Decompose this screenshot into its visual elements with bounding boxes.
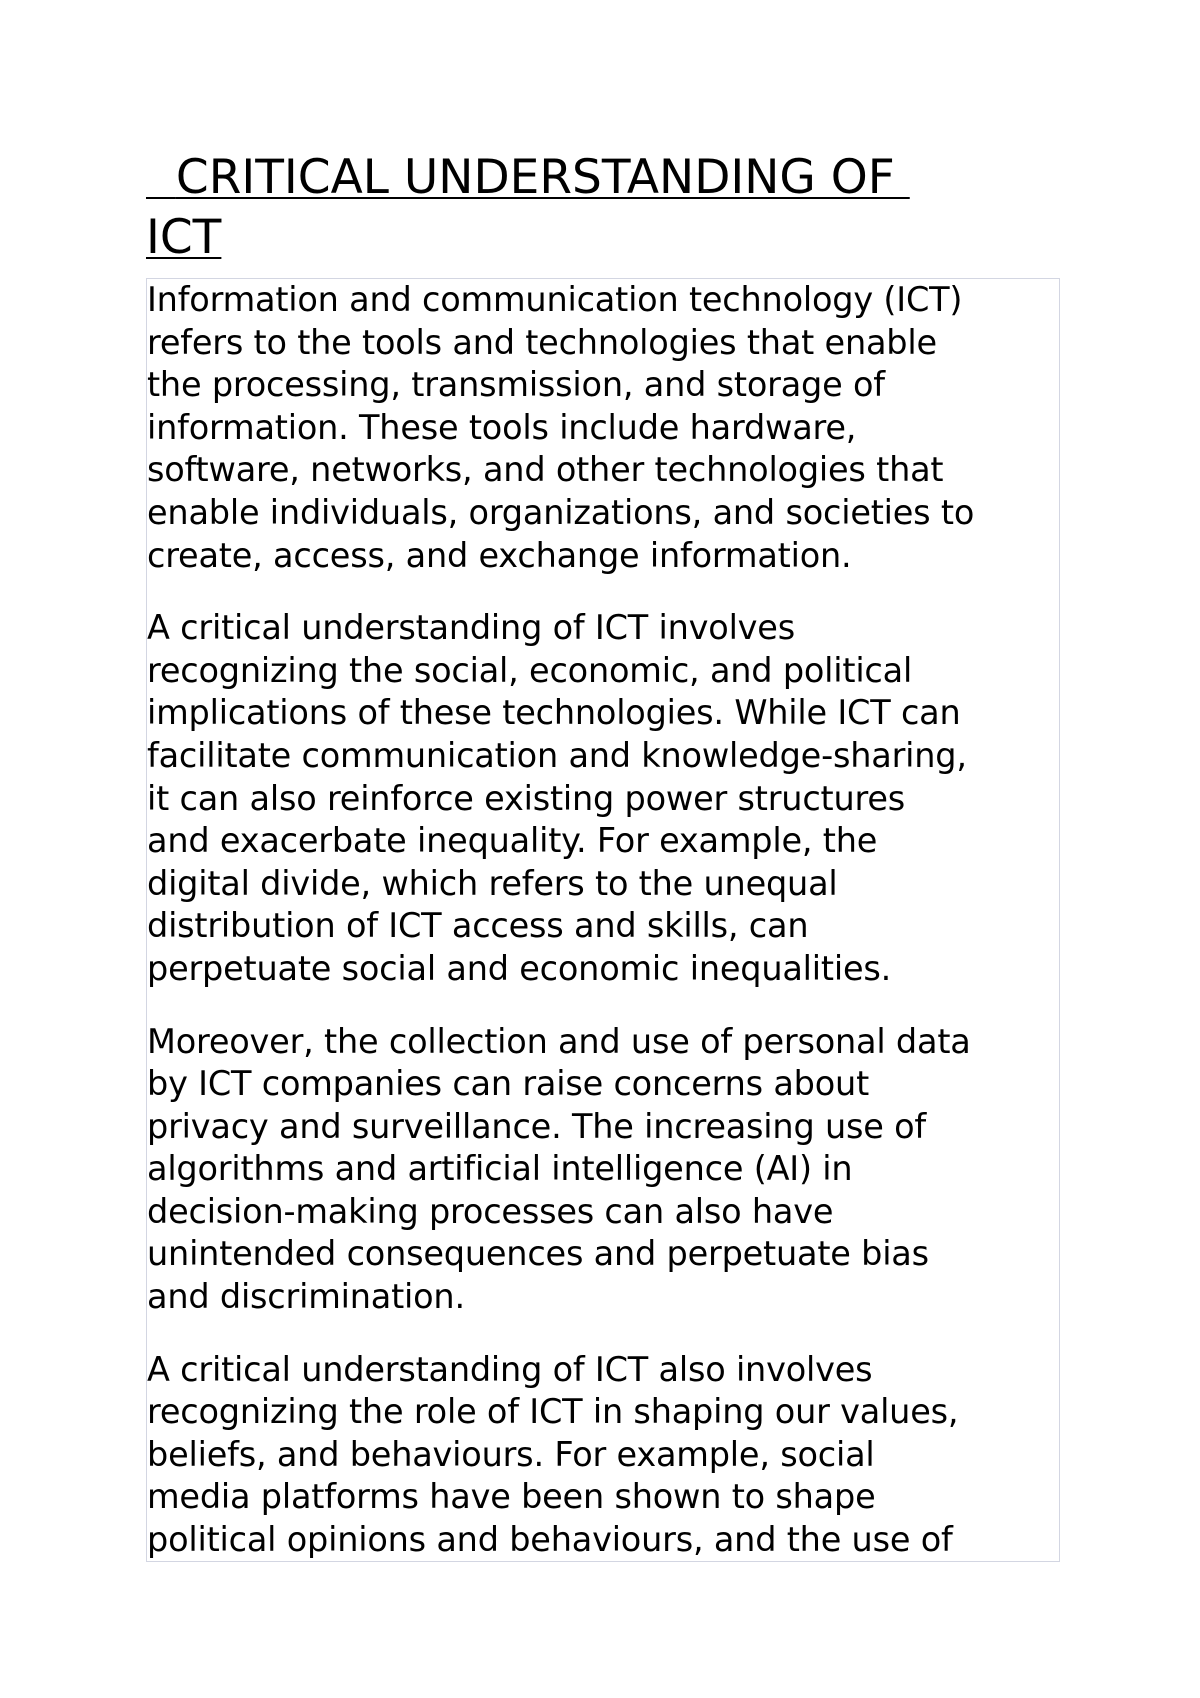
text-line: facilitate communication and knowledge-sharing, — [147, 735, 967, 775]
document-title — [146, 148, 1046, 268]
text-line: recognizing the role of ICT in shaping our values, — [147, 1392, 959, 1432]
text-line: algorithms and artificial intelligence (AI) in — [147, 1149, 853, 1189]
text-line: political opinions and behaviours, and the use of — [147, 1520, 953, 1560]
text-line: by ICT companies can raise concerns about — [147, 1064, 870, 1104]
text-line: refers to the tools and technologies that enable — [147, 322, 937, 362]
text-line: unintended consequences and perpetuate bias — [147, 1234, 929, 1274]
text-line: decision-making processes can also have — [147, 1191, 834, 1231]
title-line-1: CRITICAL UNDERSTANDING OF — [146, 150, 910, 205]
text-line: perpetuate social and economic inequalities. — [147, 948, 892, 988]
paragraph-4 — [147, 1349, 1059, 1562]
body-text-frame — [146, 278, 1060, 1562]
text-line: beliefs, and behaviours. For example, social — [147, 1434, 875, 1474]
text-line: information. These tools include hardware, — [147, 407, 857, 447]
text-line: and exacerbate inequality. For example, the — [147, 821, 878, 861]
text-line: and discrimination. — [147, 1277, 465, 1317]
text-line: Moreover, the collection and use of personal data — [147, 1021, 971, 1061]
text-line: it can also reinforce existing power structures — [147, 778, 906, 818]
text-line: enable individuals, organizations, and societies to — [147, 492, 975, 532]
text-line: recognizing the social, economic, and political — [147, 650, 913, 690]
paragraph-2 — [147, 607, 1059, 990]
text-line: the processing, transmission, and storage of — [147, 365, 885, 405]
text-line: A critical understanding of ICT involves — [147, 608, 795, 648]
text-line: privacy and surveillance. The increasing use of — [147, 1106, 926, 1146]
title-line-2: ICT — [146, 210, 222, 265]
text-line: Information and communication technology (ICT) — [147, 280, 963, 319]
text-line: media platforms have been shown to shape — [147, 1477, 876, 1517]
paragraph-3 — [147, 1021, 1059, 1319]
text-line: software, networks, and other technologies that — [147, 450, 944, 490]
text-line: create, access, and exchange information. — [147, 535, 852, 575]
text-line: digital divide, which refers to the unequal — [147, 863, 838, 903]
text-line: implications of these technologies. While ICT can — [147, 693, 961, 733]
text-line: A critical understanding of ICT also involves — [147, 1349, 873, 1389]
text-line: distribution of ICT access and skills, can — [147, 906, 809, 946]
paragraph-1 — [147, 279, 1059, 577]
